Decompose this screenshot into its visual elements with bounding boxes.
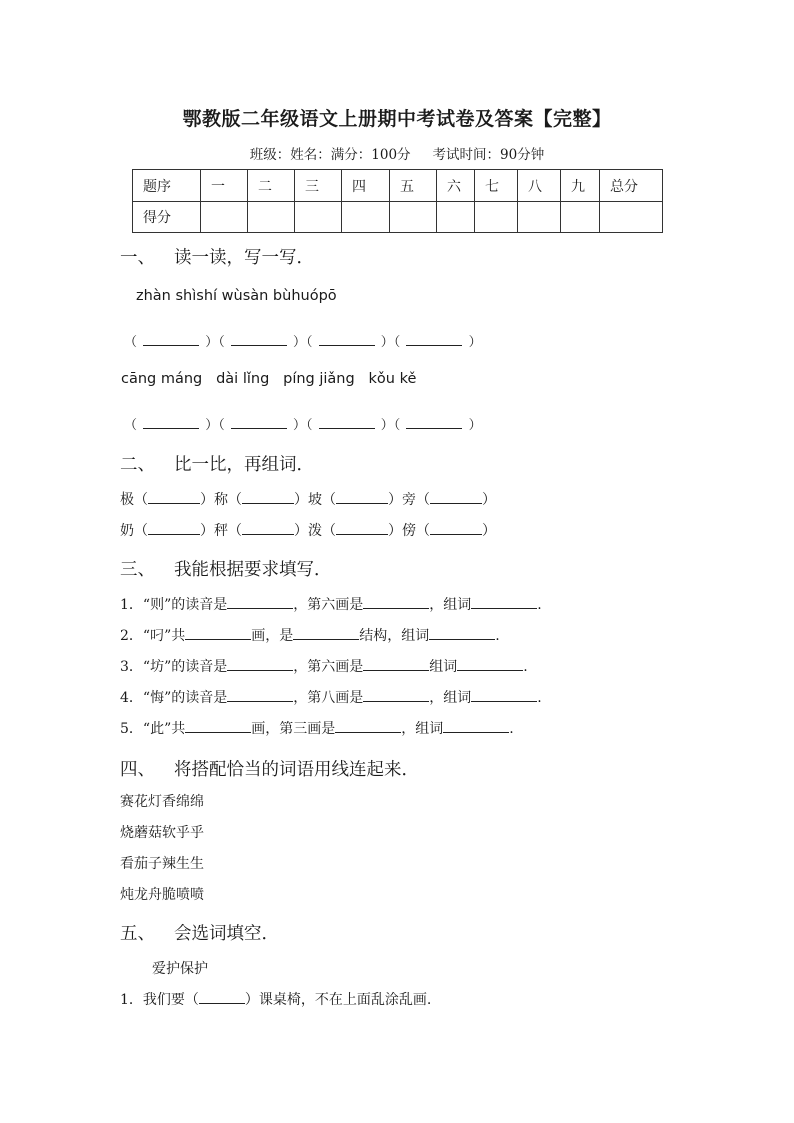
word-choices: 爱护保护 <box>152 961 208 977</box>
score-header-cell: 总分 <box>600 170 663 202</box>
answer-blank[interactable] <box>471 596 537 609</box>
choose-question-1 <box>120 989 431 1009</box>
answer-blank[interactable] <box>336 522 388 535</box>
question-text: ，组词 <box>429 690 472 706</box>
section-number: 五、 <box>120 924 155 944</box>
fill-question-5 <box>120 718 514 738</box>
answer-blank[interactable] <box>363 596 429 609</box>
question-text: . <box>537 690 542 706</box>
section-number: 二、 <box>120 455 155 475</box>
score-cell[interactable] <box>600 202 663 233</box>
score-cell[interactable] <box>475 202 518 233</box>
exam-info-time: 考试时间：90分钟 <box>432 147 545 163</box>
question-text: “则”的读音是 <box>142 597 228 613</box>
answer-blank[interactable] <box>363 689 429 702</box>
pinyin-word: kǒu kě <box>368 371 417 387</box>
score-header-cell: 九 <box>561 170 600 202</box>
answer-blanks-row-1: （ ）（ ）（ ）（ ） <box>124 335 482 350</box>
pinyin-row-1: zhàn shìshí wùsàn bùhuópō <box>136 288 337 304</box>
question-text: . <box>537 597 542 613</box>
question-text: . <box>509 721 514 737</box>
fill-question-3 <box>120 656 528 676</box>
answer-blank[interactable] <box>430 522 482 535</box>
answer-blank[interactable] <box>148 522 200 535</box>
answer-blank[interactable] <box>335 720 401 733</box>
section-5-heading <box>120 920 279 945</box>
question-text: “此”共 <box>142 721 186 737</box>
question-text: . <box>495 628 500 644</box>
answer-blank[interactable] <box>185 720 251 733</box>
pinyin-word: cāng máng <box>121 371 203 387</box>
question-text: 画，第三画是 <box>251 721 336 737</box>
match-item: 赛花灯香绵绵 <box>120 794 204 810</box>
question-text: ，组词 <box>429 597 472 613</box>
question-text: 1．我们要（ <box>120 992 199 1008</box>
answer-blank[interactable] <box>429 627 495 640</box>
answer-blank[interactable] <box>443 720 509 733</box>
score-cell[interactable] <box>342 202 390 233</box>
compare-row-1: 极（ ）称（ ）坡（ ）旁（ ） <box>120 492 496 508</box>
question-number: 3． <box>120 659 143 675</box>
character: 秤 <box>214 523 228 539</box>
answer-blank[interactable] <box>406 333 462 346</box>
answer-blank[interactable] <box>293 627 359 640</box>
character: 奶 <box>120 523 134 539</box>
score-table-score-row <box>133 202 663 233</box>
score-header-cell: 七 <box>475 170 518 202</box>
answer-blank[interactable] <box>336 491 388 504</box>
section-2-heading <box>120 451 314 476</box>
score-header-cell: 题序 <box>133 170 201 202</box>
document-title: 鄂教版二年级语文上册期中考试卷及答案【完整】 <box>182 108 612 130</box>
score-cell[interactable] <box>390 202 437 233</box>
question-text: . <box>523 659 528 675</box>
question-number: 4． <box>120 690 143 706</box>
score-cell[interactable] <box>437 202 475 233</box>
fill-question-1 <box>120 594 542 614</box>
score-header-cell: 三 <box>295 170 342 202</box>
pinyin-row-2 <box>121 371 416 387</box>
character: 极 <box>120 492 134 508</box>
score-header-cell: 六 <box>437 170 475 202</box>
score-header-cell: 二 <box>248 170 295 202</box>
character: 傍 <box>402 523 416 539</box>
question-number: 2． <box>120 628 143 644</box>
answer-blank[interactable] <box>227 596 293 609</box>
answer-blank[interactable] <box>227 689 293 702</box>
answer-blank[interactable] <box>430 491 482 504</box>
question-number: 5． <box>120 721 143 737</box>
question-text: 画，是 <box>251 628 294 644</box>
question-text: ，第八画是 <box>293 690 364 706</box>
match-item: 炖龙舟脆喷喷 <box>120 887 204 903</box>
question-text: ，组词 <box>401 721 444 737</box>
section-title: 比一比，再组词． <box>174 455 314 475</box>
pinyin-word: dài lǐng <box>216 371 270 387</box>
answer-blanks-row-2: （ ）（ ）（ ）（ ） <box>124 418 482 433</box>
answer-blank[interactable] <box>185 627 251 640</box>
answer-blank[interactable] <box>231 416 287 429</box>
score-cell[interactable] <box>518 202 561 233</box>
score-header-cell: 八 <box>518 170 561 202</box>
section-4-heading <box>120 756 419 781</box>
section-title: 读一读，写一写． <box>174 248 314 268</box>
character: 泼 <box>308 523 322 539</box>
character: 旁 <box>402 492 416 508</box>
question-text: “叼”共 <box>142 628 186 644</box>
fill-question-4 <box>120 687 542 707</box>
section-number: 一、 <box>120 248 155 268</box>
question-number: 1． <box>120 597 143 613</box>
compare-row-2: 奶（ ）秤（ ）泼（ ）傍（ ） <box>120 523 496 539</box>
match-item: 烧蘑菇软乎乎 <box>120 825 204 841</box>
question-text: ）课桌椅，不在上面乱涂乱画. <box>244 992 432 1008</box>
answer-blank[interactable] <box>148 491 200 504</box>
answer-blank[interactable] <box>199 991 245 1004</box>
section-title: 将搭配恰当的词语用线连起来． <box>174 760 419 780</box>
answer-blank[interactable] <box>143 333 199 346</box>
answer-blank[interactable] <box>319 416 375 429</box>
section-1-heading <box>120 244 314 269</box>
score-header-cell: 一 <box>201 170 248 202</box>
answer-blank[interactable] <box>319 333 375 346</box>
section-3-heading <box>120 556 332 581</box>
section-title: 我能根据要求填写． <box>174 560 332 580</box>
pinyin-word: píng jiǎng <box>283 371 355 387</box>
score-table-header-row <box>133 170 663 202</box>
exam-info <box>0 143 794 163</box>
section-number: 四、 <box>120 760 155 780</box>
answer-blank[interactable] <box>143 416 199 429</box>
question-text: 结构，组词 <box>359 628 430 644</box>
section-title: 会选词填空． <box>174 924 279 944</box>
score-cell[interactable] <box>248 202 295 233</box>
fill-question-2 <box>120 625 500 645</box>
character: 称 <box>214 492 228 508</box>
answer-blank[interactable] <box>471 689 537 702</box>
match-item: 看茄子辣生生 <box>120 856 204 872</box>
score-header-cell: 五 <box>390 170 437 202</box>
question-text: “坊”的读音是 <box>142 659 228 675</box>
score-cell[interactable] <box>561 202 600 233</box>
score-row-label: 得分 <box>133 202 201 233</box>
answer-blank[interactable] <box>406 416 462 429</box>
answer-blank[interactable] <box>231 333 287 346</box>
question-text: “悔”的读音是 <box>142 690 228 706</box>
answer-blank[interactable] <box>457 658 523 671</box>
answer-blank[interactable] <box>227 658 293 671</box>
question-text: ，第六画是 <box>293 659 364 675</box>
score-header-cell: 四 <box>342 170 390 202</box>
answer-blank[interactable] <box>242 522 294 535</box>
score-cell[interactable] <box>295 202 342 233</box>
answer-blank[interactable] <box>363 658 429 671</box>
exam-info-class-name-score: 班级：姓名：满分：100分 <box>249 147 411 163</box>
score-cell[interactable] <box>201 202 248 233</box>
question-text: 组词 <box>429 659 458 675</box>
question-text: ，第六画是 <box>293 597 364 613</box>
character: 坡 <box>308 492 322 508</box>
answer-blank[interactable] <box>242 491 294 504</box>
section-number: 三、 <box>120 560 155 580</box>
score-table <box>132 169 663 233</box>
